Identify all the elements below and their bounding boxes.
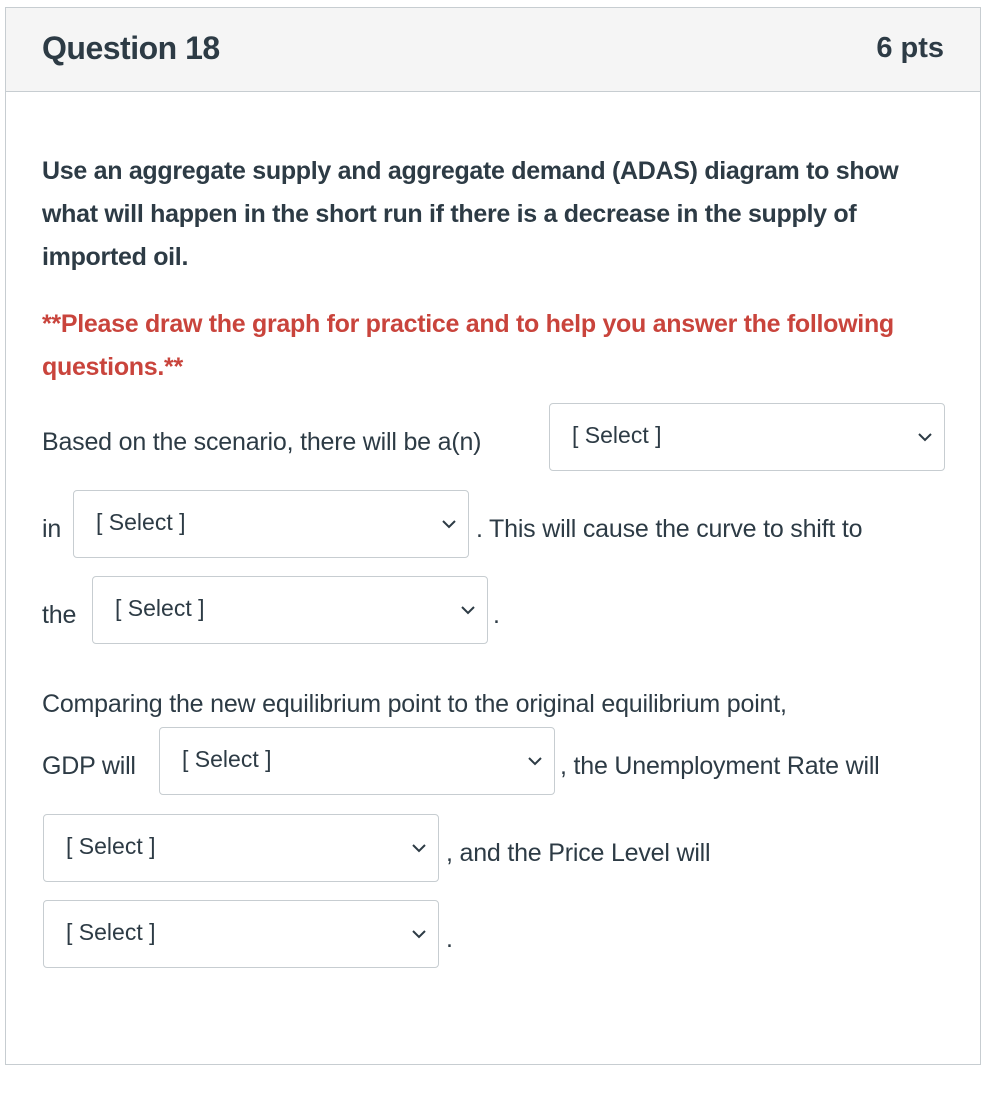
- unemployment-select[interactable]: [43, 814, 439, 882]
- select-label: [ Select ]: [572, 422, 662, 448]
- select-label: [ Select ]: [182, 746, 272, 772]
- line7-suffix: .: [446, 925, 453, 953]
- line3-prefix: the: [42, 601, 77, 629]
- direction-select[interactable]: [92, 576, 488, 644]
- price-level-select[interactable]: [43, 900, 439, 968]
- line2-suffix: . This will cause the curve to shift to: [476, 515, 863, 543]
- change-type-select[interactable]: [549, 403, 945, 471]
- chevron-down-icon: [410, 925, 428, 943]
- question-points: 6 pts: [876, 32, 944, 64]
- question-prompt: Use an aggregate supply and aggregate demand (ADAS) diagram to show what will happen in the short run if there is a decrease in the supply of imported oil.: [42, 157, 899, 271]
- chevron-down-icon: [526, 752, 544, 770]
- line3-suffix: .: [493, 601, 500, 629]
- line4-text: Comparing the new equilibrium point to the original equilibrium point,: [42, 690, 787, 718]
- line2-prefix: in: [42, 515, 62, 543]
- select-label: [ Select ]: [66, 919, 156, 945]
- line1-text: Based on the scenario, there will be a(n): [42, 428, 482, 456]
- chevron-down-icon: [410, 839, 428, 857]
- select-label: [ Select ]: [66, 833, 156, 859]
- select-label: [ Select ]: [115, 595, 205, 621]
- chevron-down-icon: [916, 428, 934, 446]
- line5-prefix: GDP will: [42, 752, 136, 780]
- line6-suffix: , and the Price Level will: [446, 839, 711, 867]
- line5-suffix: , the Unemployment Rate will: [560, 752, 880, 780]
- question-header: [6, 8, 980, 92]
- practice-note: **Please draw the graph for practice and to help you answer the following questions.**: [42, 310, 894, 381]
- select-label: [ Select ]: [96, 509, 186, 535]
- question-title: Question 18: [42, 30, 220, 66]
- gdp-select[interactable]: [159, 727, 555, 795]
- question-card: [5, 7, 981, 1065]
- chevron-down-icon: [459, 601, 477, 619]
- chevron-down-icon: [440, 515, 458, 533]
- curve-select[interactable]: [73, 490, 469, 558]
